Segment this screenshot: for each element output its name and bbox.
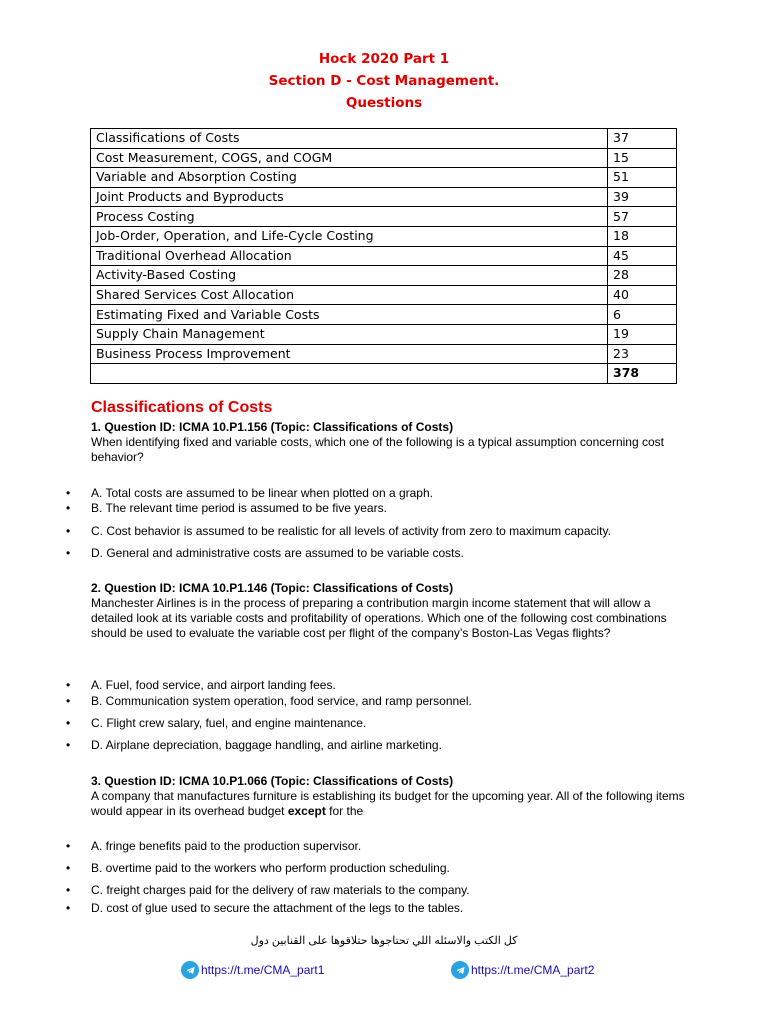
topic-name: Shared Services Cost Allocation [91, 285, 608, 305]
topic-count: 40 [608, 285, 677, 305]
topic-name [91, 364, 608, 384]
channel-link-part2[interactable] [451, 961, 594, 979]
topic-name: Supply Chain Management [91, 324, 608, 344]
header-title: Hock 2020 Part 1 [318, 51, 450, 67]
question-text: Manchester Airlines is in the process of preparing a contribution margin income statement that will allow a detailed look at its variable costs and profitability of operations. Which one of the following cost combinations should be used to evaluate the variable cost per flight of the company’s Boston-Las Vegas flights? [91, 596, 667, 640]
question-3-options [66, 839, 470, 916]
topic-name: Cost Measurement, COGS, and COGM [91, 148, 608, 168]
link-text[interactable]: https://t.me/CMA_part1 [201, 963, 325, 977]
table-row [91, 226, 677, 246]
option-item: • D. cost of glue used to secure the attachment of the legs to the tables. [66, 901, 470, 916]
document-header [0, 48, 768, 114]
question-1-options [66, 486, 611, 561]
table-row [91, 246, 677, 266]
question-2-options [66, 678, 472, 753]
topic-count: 39 [608, 187, 677, 207]
topic-count: 28 [608, 266, 677, 286]
option-item: • C. Flight crew salary, fuel, and engine maintenance. [66, 716, 472, 731]
question-id: 1. Question ID: ICMA 10.P1.156 (Topic: Classifications of Costs) [91, 420, 454, 434]
topic-name: Joint Products and Byproducts [91, 187, 608, 207]
table-row [91, 324, 677, 344]
option-item: • A. Fuel, food service, and airport landing fees. [66, 678, 472, 693]
header-section: Section D - Cost Management. [268, 73, 500, 89]
question-1 [91, 420, 691, 465]
topic-count: 23 [608, 344, 677, 364]
question-3 [91, 774, 691, 819]
question-2 [91, 581, 691, 641]
topic-count: 57 [608, 207, 677, 227]
section-title: Classifications of Costs [91, 399, 273, 416]
table-row [91, 148, 677, 168]
option-item: • B. Communication system operation, food service, and ramp personnel. [66, 694, 472, 709]
topic-name: Process Costing [91, 207, 608, 227]
topic-count: 45 [608, 246, 677, 266]
option-item: • D. Airplane depreciation, baggage handling, and airline marketing. [66, 738, 472, 753]
header-subtitle: Questions [345, 95, 423, 111]
topic-name: Job-Order, Operation, and Life-Cycle Costing [91, 226, 608, 246]
topic-name: Business Process Improvement [91, 344, 608, 364]
telegram-icon [451, 961, 469, 979]
topic-name: Variable and Absorption Costing [91, 168, 608, 188]
question-text: A company that manufactures furniture is establishing its budget for the upcoming year. All of the following items would appear in its overhead budget except for the [91, 789, 685, 818]
topic-name: Estimating Fixed and Variable Costs [91, 305, 608, 325]
topic-count: 18 [608, 226, 677, 246]
topic-total: 378 [608, 364, 677, 384]
question-id: 2. Question ID: ICMA 10.P1.146 (Topic: Classifications of Costs) [91, 581, 454, 595]
option-item: • B. overtime paid to the workers who perform production scheduling. [66, 861, 470, 876]
option-item: • D. General and administrative costs are assumed to be variable costs. [66, 546, 611, 561]
topic-name: Classifications of Costs [91, 129, 608, 149]
table-row [91, 266, 677, 286]
topic-name: Traditional Overhead Allocation [91, 246, 608, 266]
table-total-row [91, 364, 677, 384]
link-text[interactable]: https://t.me/CMA_part2 [471, 963, 595, 977]
table-row [91, 344, 677, 364]
question-text: When identifying fixed and variable costs, which one of the following is a typical assumption concerning cost behavior? [91, 435, 664, 464]
table-row [91, 207, 677, 227]
option-item: • B. The relevant time period is assumed to be five years. [66, 501, 611, 516]
option-item: • C. freight charges paid for the delivery of raw materials to the company. [66, 883, 470, 898]
table-row [91, 187, 677, 207]
emphasis-except: except [287, 804, 326, 818]
topic-count: 6 [608, 305, 677, 325]
topic-count: 19 [608, 324, 677, 344]
option-item: • C. Cost behavior is assumed to be realistic for all levels of activity from zero to maximum capacity. [66, 524, 611, 539]
table-row [91, 305, 677, 325]
option-item: • A. Total costs are assumed to be linear when plotted on a graph. [66, 486, 611, 501]
table-row [91, 129, 677, 149]
topics-table [90, 128, 677, 384]
topic-count: 15 [608, 148, 677, 168]
channel-link-part1[interactable] [181, 961, 324, 979]
footer-note: كل الكتب والاسئله اللي تحتاجوها حتلاقوها على القنابين دول [250, 935, 518, 947]
question-id: 3. Question ID: ICMA 10.P1.066 (Topic: Classifications of Costs) [91, 774, 454, 788]
telegram-icon [181, 961, 199, 979]
option-item: • A. fringe benefits paid to the production supervisor. [66, 839, 470, 854]
table-row [91, 168, 677, 188]
topic-name: Activity-Based Costing [91, 266, 608, 286]
topic-count: 51 [608, 168, 677, 188]
table-row [91, 285, 677, 305]
topic-count: 37 [608, 129, 677, 149]
